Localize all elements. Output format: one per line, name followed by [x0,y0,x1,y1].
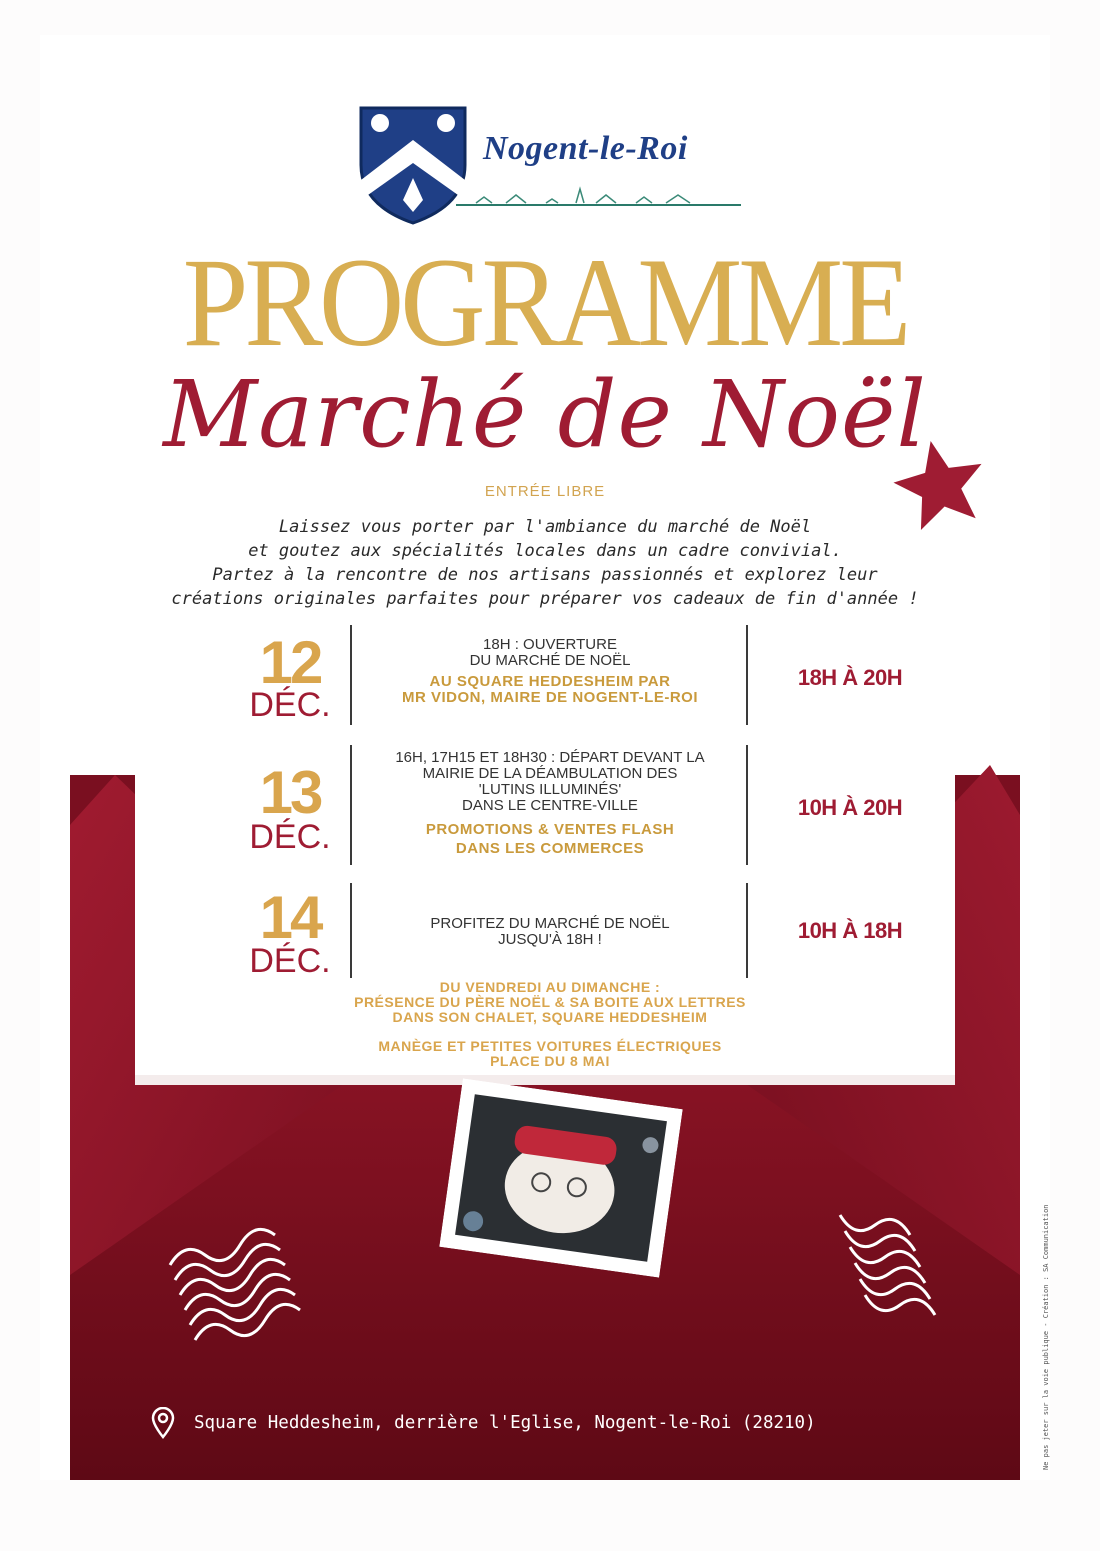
desc-line: 'LUTINS ILLUMINÉS' [478,781,622,798]
desc-line: 18H : OUVERTURE [483,636,617,653]
coat-of-arms-icon [358,105,468,225]
desc-line: DANS LE CENTRE-VILLE [462,797,638,814]
desc-highlight: AU SQUARE HEDDESHEIM PAR [429,673,671,690]
divider [746,745,748,865]
extra-line: DU VENDREDI AU DIMANCHE : [439,979,661,995]
intro-line: Partez à la rencontre de nos artisans passionnés et explorez leur [212,565,878,585]
desc-line: JUSQU'À 18H ! [498,931,602,948]
divider [350,883,352,978]
day-description [360,750,740,858]
divider [746,883,748,978]
poster [40,35,1050,1480]
address-text: Square Heddesheim, derrière l'Eglise, Nogent-le-Roi (28210) [194,1413,816,1433]
divider [350,625,352,725]
weekend-info [270,980,830,1025]
desc-line: 16H, 17H15 ET 18H30 : DÉPART DEVANT LA [395,749,705,766]
title-marche-de-noel: Marché de Noël [163,361,927,468]
day-hours: 10H À 18H [797,918,903,943]
intro-line: créations originales parfaites pour préparer vos cadeaux de fin d'année ! [171,589,919,609]
day-number: 14 [259,884,321,951]
desc-highlight: DANS LES COMMERCES [455,840,645,857]
desc-highlight: MR VIDON, MAIRE DE NOGENT-LE-ROI [401,689,698,706]
day-month: DÉC. [249,686,331,724]
day-month: DÉC. [249,818,331,856]
rides-info [270,1039,830,1069]
intro-line: Laissez vous porter par l'ambiance du marché de Noël [278,517,812,537]
intro-text [120,515,970,611]
day-hours: 10H À 20H [797,795,903,820]
divider [350,745,352,865]
desc-line: DU MARCHÉ DE NOËL [469,652,631,669]
day-hours: 18H À 20H [797,665,903,690]
location-pin-icon [150,1407,176,1439]
extra-line: PRÉSENCE DU PÈRE NOËL & SA BOITE AUX LETTRES [354,994,746,1010]
skyline-icon [456,177,746,207]
day-number: 12 [259,629,321,696]
extra-line: DANS SON CHALET, SQUARE HEDDESHEIM [392,1009,708,1025]
desc-line: MAIRIE DE LA DÉAMBULATION DES [422,765,678,782]
desc-highlight: PROMOTIONS & VENTES FLASH [425,821,675,838]
title-programme: PROGRAMME [182,231,908,374]
divider [746,625,748,725]
intro-line: et goutez aux spécialités locales dans un cadre convivial. [248,541,842,561]
legal-side-text: Ne pas jeter sur la voie publique - Création : SA Communication [1042,1204,1050,1470]
day-number: 13 [259,759,321,826]
day-month: DÉC. [249,942,331,980]
day-description [360,916,740,948]
santa-stamp-icon [439,1078,682,1277]
entry-label: ENTRÉE LIBRE [484,483,606,500]
extra-line: MANÈGE ET PETITES VOITURES ÉLECTRIQUES [378,1038,722,1054]
town-name: Nogent-le-Roi [483,130,688,167]
day-description [360,637,740,706]
extra-line: PLACE DU 8 MAI [490,1053,610,1069]
desc-line: PROFITEZ DU MARCHÉ DE NOËL [430,915,670,932]
